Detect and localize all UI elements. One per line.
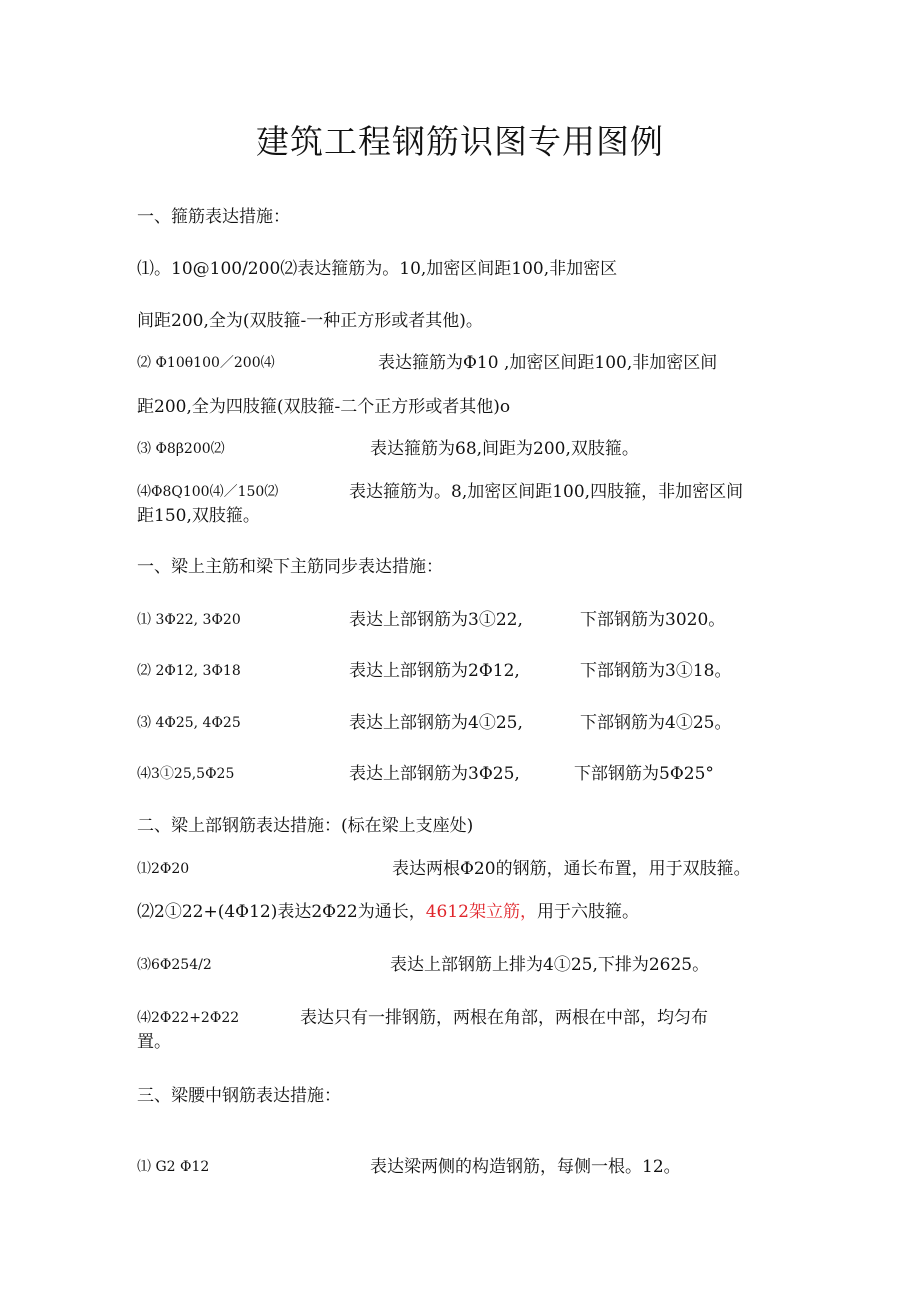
- top-bar-item-2-prefix: ⑵2①22+(4Φ12)表达2Φ22为通长，: [137, 902, 426, 922]
- main-bar-item-2-lower: 下部钢筋为3①18。: [580, 661, 732, 681]
- main-bar-item-3-upper: 表达上部钢筋为4①25,: [349, 713, 523, 733]
- main-bar-item-2-upper: 表达上部钢筋为2Φ12,: [349, 661, 520, 681]
- stirrup-item-1-line-1: ⑴。10@100/200⑵表达箍筋为。10,加密区间距100,非加密区: [137, 259, 618, 279]
- page-title: 建筑工程钢筋识图专用图例: [256, 122, 664, 161]
- top-bar-item-4-line-2: 置。: [137, 1032, 171, 1052]
- stirrup-item-3-code: ⑶ Φ8β200⑵: [137, 441, 225, 457]
- main-bar-item-4-upper: 表达上部钢筋为3Φ25,: [349, 764, 520, 784]
- main-bar-item-1-upper: 表达上部钢筋为3①22,: [349, 610, 523, 630]
- waist-bar-item-1-text: 表达梁两侧的构造钢筋，每侧一根。12。: [370, 1157, 681, 1177]
- main-bar-item-4-code: ⑷3①25,5Φ25: [137, 766, 235, 782]
- top-bar-item-3-text: 表达上部钢筋上排为4①25,下排为2625。: [390, 955, 710, 975]
- top-bar-item-4-line-1: 表达只有一排钢筋，两根在角部，两根在中部，均匀布: [300, 1008, 708, 1028]
- waist-bar-item-1-code: ⑴ G2 Φ12: [137, 1159, 210, 1175]
- top-bar-item-1-text: 表达两根Φ20的钢筋，通长布置，用于双肢箍。: [392, 859, 751, 879]
- stirrup-item-2-line-2: 距200,全为四肢箍(双肢箍-二个正方形或者其他)o: [137, 397, 511, 417]
- main-bar-item-1-code: ⑴ 3Φ22, 3Φ20: [137, 612, 241, 628]
- section-heading-stirrups: 一、箍筋表达措施：: [137, 207, 290, 227]
- stirrup-item-4-code: ⑷Φ8Q100⑷／150⑵: [137, 484, 279, 500]
- top-bar-item-4-code: ⑷2Φ22+2Φ22: [137, 1010, 240, 1026]
- stirrup-item-4-line-1: 表达箍筋为。8,加密区间距100,四肢箍，非加密区间: [349, 482, 744, 502]
- main-bar-item-2-code: ⑵ 2Φ12, 3Φ18: [137, 663, 241, 679]
- top-bar-item-3-code: ⑶6Φ254/2: [137, 957, 212, 973]
- stirrup-item-3-text: 表达箍筋为68,间距为200,双肢箍。: [370, 439, 639, 459]
- top-bar-item-2-red-note: 4612架立筋，: [425, 902, 537, 922]
- main-bar-item-3-code: ⑶ 4Φ25, 4Φ25: [137, 715, 241, 731]
- top-bar-item-2-suffix: 用于六肢箍。: [537, 902, 639, 922]
- section-heading-top-bars: 二、梁上部钢筋表达措施：(标在梁上支座处): [137, 816, 474, 836]
- main-bar-item-1-lower: 下部钢筋为3020。: [580, 610, 726, 630]
- section-heading-waist-bars: 三、梁腰中钢筋表达措施：: [137, 1086, 341, 1106]
- stirrup-item-4-line-2: 距150,双肢箍。: [137, 506, 260, 526]
- stirrup-item-2-code: ⑵ Φ10θ100／200⑷: [137, 355, 275, 371]
- stirrup-item-1-line-2: 间距200,全为(双肢箍-一种正方形或者其他)。: [137, 311, 483, 331]
- main-bar-item-4-lower: 下部钢筋为5Φ25°: [574, 764, 714, 784]
- section-heading-main-bars: 一、梁上主筋和梁下主筋同步表达措施：: [137, 557, 443, 577]
- main-bar-item-3-lower: 下部钢筋为4①25。: [580, 713, 732, 733]
- top-bar-item-1-code: ⑴2Φ20: [137, 861, 190, 877]
- stirrup-item-2-line-1: 表达箍筋为Φ10 ,加密区间距100,非加密区间: [378, 353, 718, 373]
- top-bar-item-2: [137, 901, 639, 923]
